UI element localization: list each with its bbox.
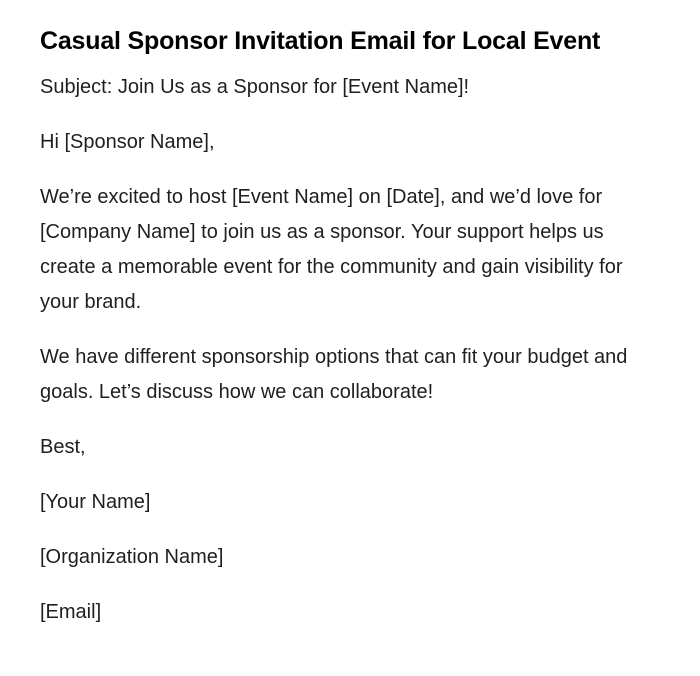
document-title: Casual Sponsor Invitation Email for Local Event xyxy=(40,27,601,55)
email-greeting: Hi [Sponsor Name], xyxy=(40,131,215,153)
email-subject: Subject: Join Us as a Sponsor for [Event Name]! xyxy=(40,76,470,98)
email-paragraph-1: We’re excited to host [Event Name] on [Date], and we’d love for [Company Name] to join us as a sponsor. Your support helps us create a memorable event for the community and gain visibility for your brand. xyxy=(40,186,623,313)
email-paragraph-2: We have different sponsorship options that can fit your budget and goals. Let’s discuss how we can collaborate! xyxy=(40,346,628,403)
signature-organization: [Organization Name] xyxy=(40,546,224,568)
email-closing: Best, xyxy=(40,436,86,458)
signature-name: [Your Name] xyxy=(40,491,151,513)
signature-email: [Email] xyxy=(40,601,102,623)
email-body xyxy=(40,70,660,630)
